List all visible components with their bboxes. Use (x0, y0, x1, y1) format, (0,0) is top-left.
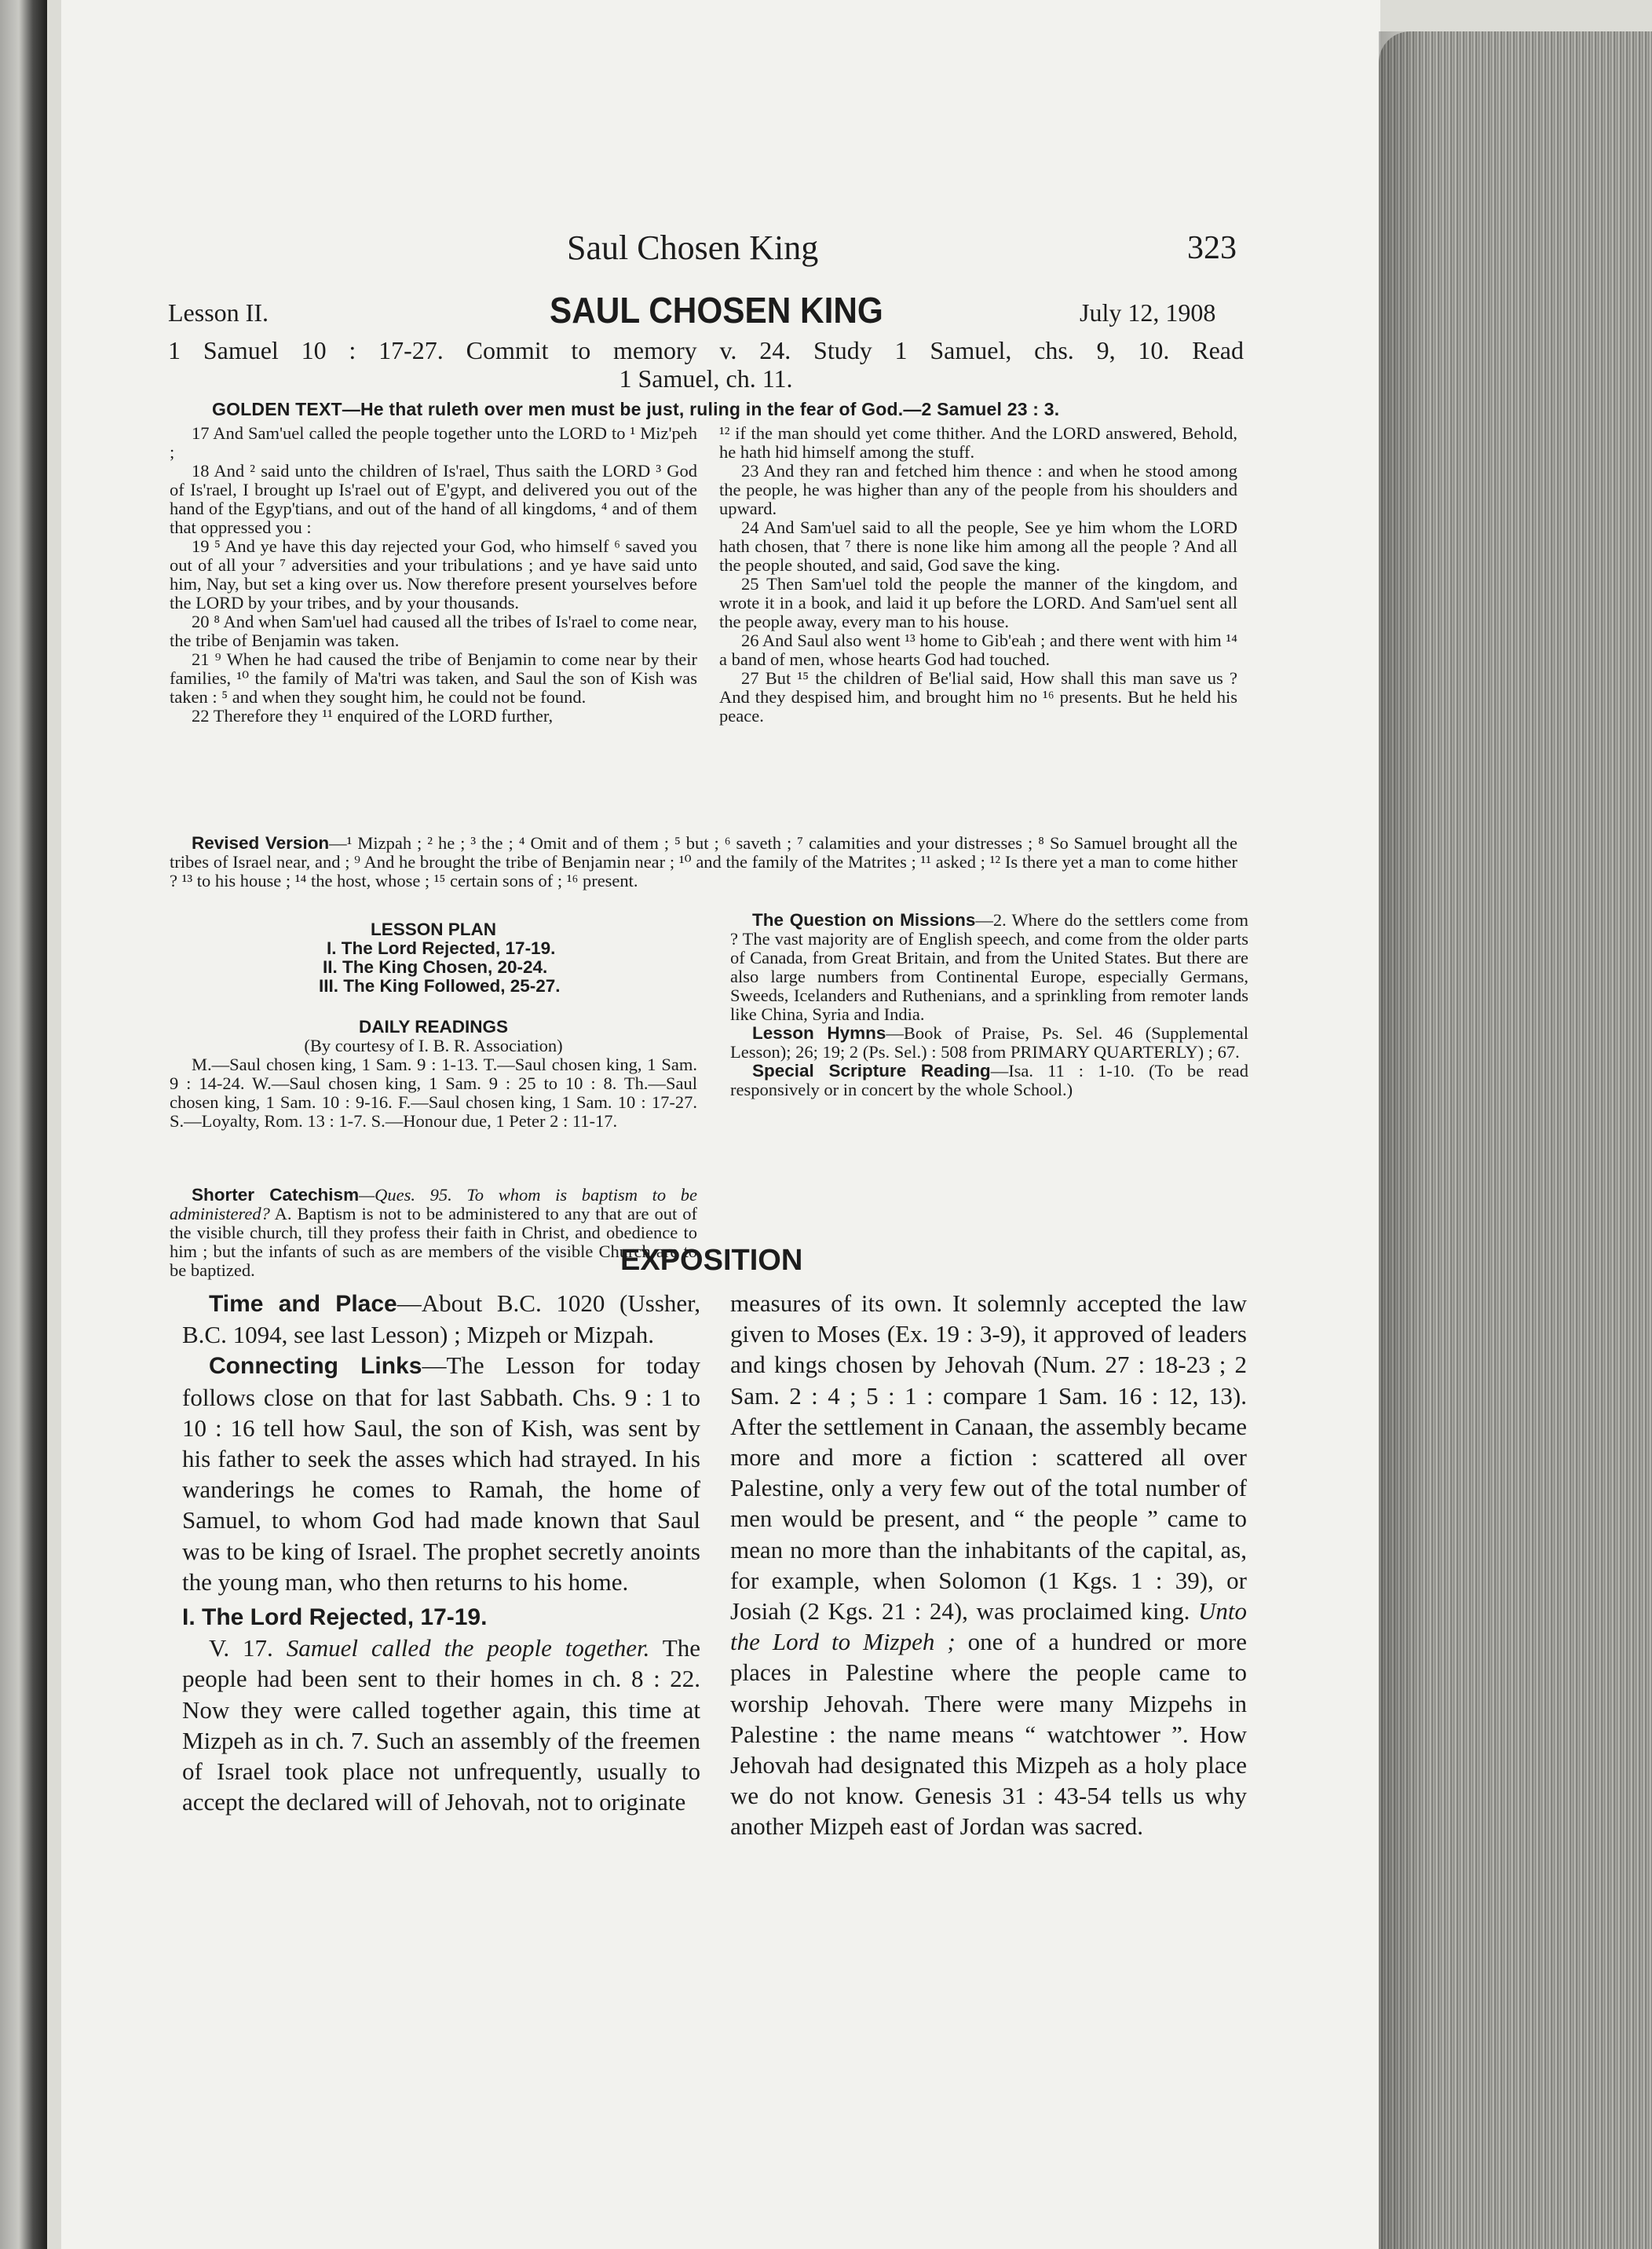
lesson-hymns (730, 1024, 1248, 1062)
lesson-number: Lesson II. (168, 298, 269, 327)
connecting-links (182, 1350, 700, 1597)
missions-question (730, 911, 1248, 1024)
verse-21: 21 ⁹ When he had caused the tribe of Benjamin to come near by their families, ¹⁰ the family of Ma'tri was taken, and Saul the son of Kish was taken : ⁵ and when they sought him, he could not be found. (170, 649, 697, 707)
catechism-answer: A. Baptism is not to be administered to any that are out of the visible church, till they profess their faith in Christ, and obedience to him ; but the infants of such as are members of the visible Church are to be baptized. (170, 1204, 697, 1280)
exposition-heading-text: EXPOSITION (620, 1244, 803, 1277)
catechism-question: To whom is baptism to be administered? (170, 1185, 697, 1223)
lesson-notes-right (730, 911, 1248, 1099)
verse-24: 24 And Sam'uel said to all the people, See ye him whom the LORD hath chosen, that ⁷ there is none like him among all the people ? And all the people shouted, and said, God save the king. (719, 517, 1237, 575)
catechism-label: Shorter Catechism (192, 1185, 360, 1205)
verse-17-label: V. 17. (209, 1634, 273, 1662)
lesson-title: SAUL CHOSEN KING (550, 290, 883, 331)
connecting-links-text: —The Lesson for today follows close on that for last Sabbath. Chs. 9 : 1 to 10 : 16 tell how Saul, the son of Kish, was sent by his father to seek the asses which had strayed. In his wanderings he comes to Ramah, the home of Samuel, to whom God had made known that Saul was to be king of Israel. The prophet secretly anoints the young man, who then returns to his home. (182, 1351, 700, 1596)
book-spine-shadow (0, 0, 47, 2249)
exposition-right-quote: Unto the Lord to Mizpeh ; (730, 1597, 1247, 1656)
scripture-right-column (719, 424, 1237, 726)
lesson-reference: 1 Samuel 10 : 17-27. Commit to memory v. 24. Study 1 Samuel, chs. 9, 10. Read (168, 336, 1244, 364)
verse-18: 18 And ² said unto the children of Is'rael, Thus saith the LORD ³ God of Is'rael, I brought up Is'rael out of E'gypt, and delivered you out of the hand of the Egyp'tians, and out of the hand of all kingdoms, ⁴ and of them that oppressed you : (170, 461, 697, 537)
special-reading-label: Special Scripture Reading (752, 1061, 991, 1081)
verse-20: 20 ⁸ And when Sam'uel had caused all the tribes of Is'rael to come near, the tribe of Benjamin was taken. (170, 612, 697, 650)
lesson-plan-item: II. The King Chosen, 20-24. (323, 957, 548, 977)
verse-22: 22 Therefore they ¹¹ enquired of the LORD further, (192, 706, 554, 726)
shorter-catechism (170, 1186, 697, 1280)
running-head: Saul Chosen King (567, 229, 819, 267)
exposition-right-column (730, 1288, 1247, 1842)
verse-26: 26 And Saul also went ¹³ home to Gib'eah ; and there went with him ¹⁴ a band of men, whose hearts God had touched. (719, 631, 1237, 669)
verse-19: 19 ⁵ And ye have this day rejected your God, who himself ⁶ saved you out of all your ⁷ adversities and your tribulations ; and ye have said unto him, Nay, but set a king over us. Now therefore present yourselves before the LORD by your tribes, and by your thousands. (170, 536, 697, 613)
section-heading: I. The Lord Rejected, 17-19. (182, 1604, 488, 1631)
daily-readings (170, 1018, 697, 1131)
revised-version-notes (170, 834, 1237, 890)
verse-22-continued: ¹² if the man should yet come thither. And the LORD answered, Behold, he hath hid himself among the stuff. (719, 423, 1237, 462)
golden-text: GOLDEN TEXT—He that ruleth over men must be just, ruling in the fear of God.—2 Samuel 23 : 3. (212, 399, 1060, 419)
connecting-links-label: Connecting Links (209, 1353, 422, 1380)
lesson-date: July 12, 1908 (1080, 298, 1216, 327)
verse-17-comment (182, 1633, 700, 1817)
hymns-label: Lesson Hymns (752, 1023, 886, 1043)
exposition-left-column (182, 1288, 700, 1817)
special-reading-text: —Isa. 11 : 1-10. (To be read responsively or in concert by the whole School.) (730, 1061, 1248, 1099)
verse-17: 17 And Sam'uel called the people together unto the LORD to ¹ Miz'peh ; (170, 423, 697, 462)
verse-27: 27 But ¹⁵ the children of Be'lial said, How shall this man save us ? And they despised him, and brought him no ¹⁶ presents. But he held his peace. (719, 668, 1237, 726)
revised-version-label: Revised Version (192, 833, 330, 853)
verse-25: 25 Then Sam'uel told the people the manner of the kingdom, and wrote it in a book, and laid it up before the LORD. And Sam'uel sent all the people away, every man to his house. (719, 574, 1237, 631)
scripture-left-column (170, 424, 697, 726)
hymns-text: —Book of Praise, Ps. Sel. 46 (Supplemental Lesson); 26; 19; 2 (Ps. Sel.) : 508 from PRIMARY QUARTERLY) ; 67. (730, 1023, 1248, 1062)
revised-version-text: —¹ Mizpah ; ² he ; ³ the ; ⁴ Omit and of them ; ⁵ but ; ⁶ saveth ; ⁷ calamities and your distresses ; ⁸ So Samuel brought all the tribes of Israel near, and ; ⁹ And he brought the tribe of Benjamin near ; ¹⁰ and the family of the Matrites ; ¹¹ asked ; ¹² Is there yet a man to come hither ? ¹³ to his house ; ¹⁴ the host, whose ; ¹⁵ certain sons of ; ¹⁶ present. (170, 833, 1237, 890)
daily-readings-text: M.—Saul chosen king, 1 Sam. 9 : 1-13. T.—Saul chosen king, 1 Sam. 9 : 14-24. W.—Saul chosen king, 1 Sam. 9 : 25 to 10 : 8. Th.—Saul chosen king, 1 Sam. 10 : 9-16. F.—Saul chosen king, 1 Sam. 10 : 17-27. S.—Loyalty, Rom. 13 : 1-7. S.—Honour due, 1 Peter 2 : 11-17. (170, 1055, 697, 1131)
special-scripture-reading (730, 1062, 1248, 1099)
verse-17-quote: Samuel called the people together. (286, 1634, 650, 1662)
lesson-plan (170, 920, 697, 996)
missions-label: The Question on Missions (752, 910, 976, 930)
exposition-continued (730, 1288, 1247, 1842)
daily-readings-heading: DAILY READINGS (358, 1017, 509, 1037)
verse-17-text: The people had been sent to their homes in ch. 8 : 22. Now they were called together again, this time at Mizpeh as in ch. 7. Such an assembly of the freemen of Israel took place not unfrequently, usually to accept the declared will of Jehovah, not to originate (182, 1634, 700, 1816)
time-and-place-label: Time and Place (209, 1291, 397, 1317)
time-and-place (182, 1288, 700, 1350)
page-number: 323 (1187, 230, 1237, 266)
verse-23: 23 And they ran and fetched him thence : and when he stood among the people, he was higher than any of the people from his shoulders and upward. (719, 461, 1237, 518)
lesson-plan-item: I. The Lord Rejected, 17-19. (327, 938, 556, 958)
lesson-plan-heading: LESSON PLAN (370, 920, 497, 939)
exposition-right-text-2: one of a hundred or more places in Palestine where the people came to worship Jehovah. There were many Mizpehs in Palestine : the name means “ watchtower ”. How Jehovah had designated this Mizpeh as a holy place we do not know. Genesis 31 : 43-54 tells us why another Mizpeh east of Jordan was sacred. (730, 1628, 1247, 1841)
exposition-right-text: measures of its own. It solemnly accepted the law given to Moses (Ex. 19 : 3-9), it approved of leaders and kings chosen by Jehovah (Num. 27 : 18-23 ; 2 Sam. 2 : 4 ; 5 : 1 : compare 1 Sam. 16 : 12, 13). After the settlement in Canaan, the assembly became more and more a fiction : scattered all over Palestine, only a very few out of the total number of men would be present, and “ the people ” came to mean no more than the inhabitants of the capital, as, for example, when Solomon (1 Kgs. 1 : 39), or Josiah (2 Kgs. 21 : 24), was proclaimed king. (730, 1289, 1247, 1625)
daily-readings-courtesy: (By courtesy of I. B. R. Association) (304, 1036, 563, 1055)
missions-text: —2. Where do the settlers come from ? The vast majority are of English speech, and come from the older parts of Canada, from Great Britain, and from the United States. But there are also large numbers from Continental Europe, especially Germans, Sweeds, Icelanders and Ruthenians, and a sprinkling from remoter lands like China, Syria and India. (730, 910, 1248, 1024)
lesson-plan-item: III. The King Followed, 25-27. (319, 976, 561, 996)
catechism-question-number: —Ques. 95. (359, 1185, 452, 1205)
page-edge-shadow (1379, 31, 1426, 2249)
lesson-reference-continued: 1 Samuel, ch. 11. (619, 364, 793, 393)
time-and-place-text: —About B.C. 1020 (Ussher, B.C. 1094, see last Lesson) ; Mizpeh or Mizpah. (182, 1289, 700, 1349)
